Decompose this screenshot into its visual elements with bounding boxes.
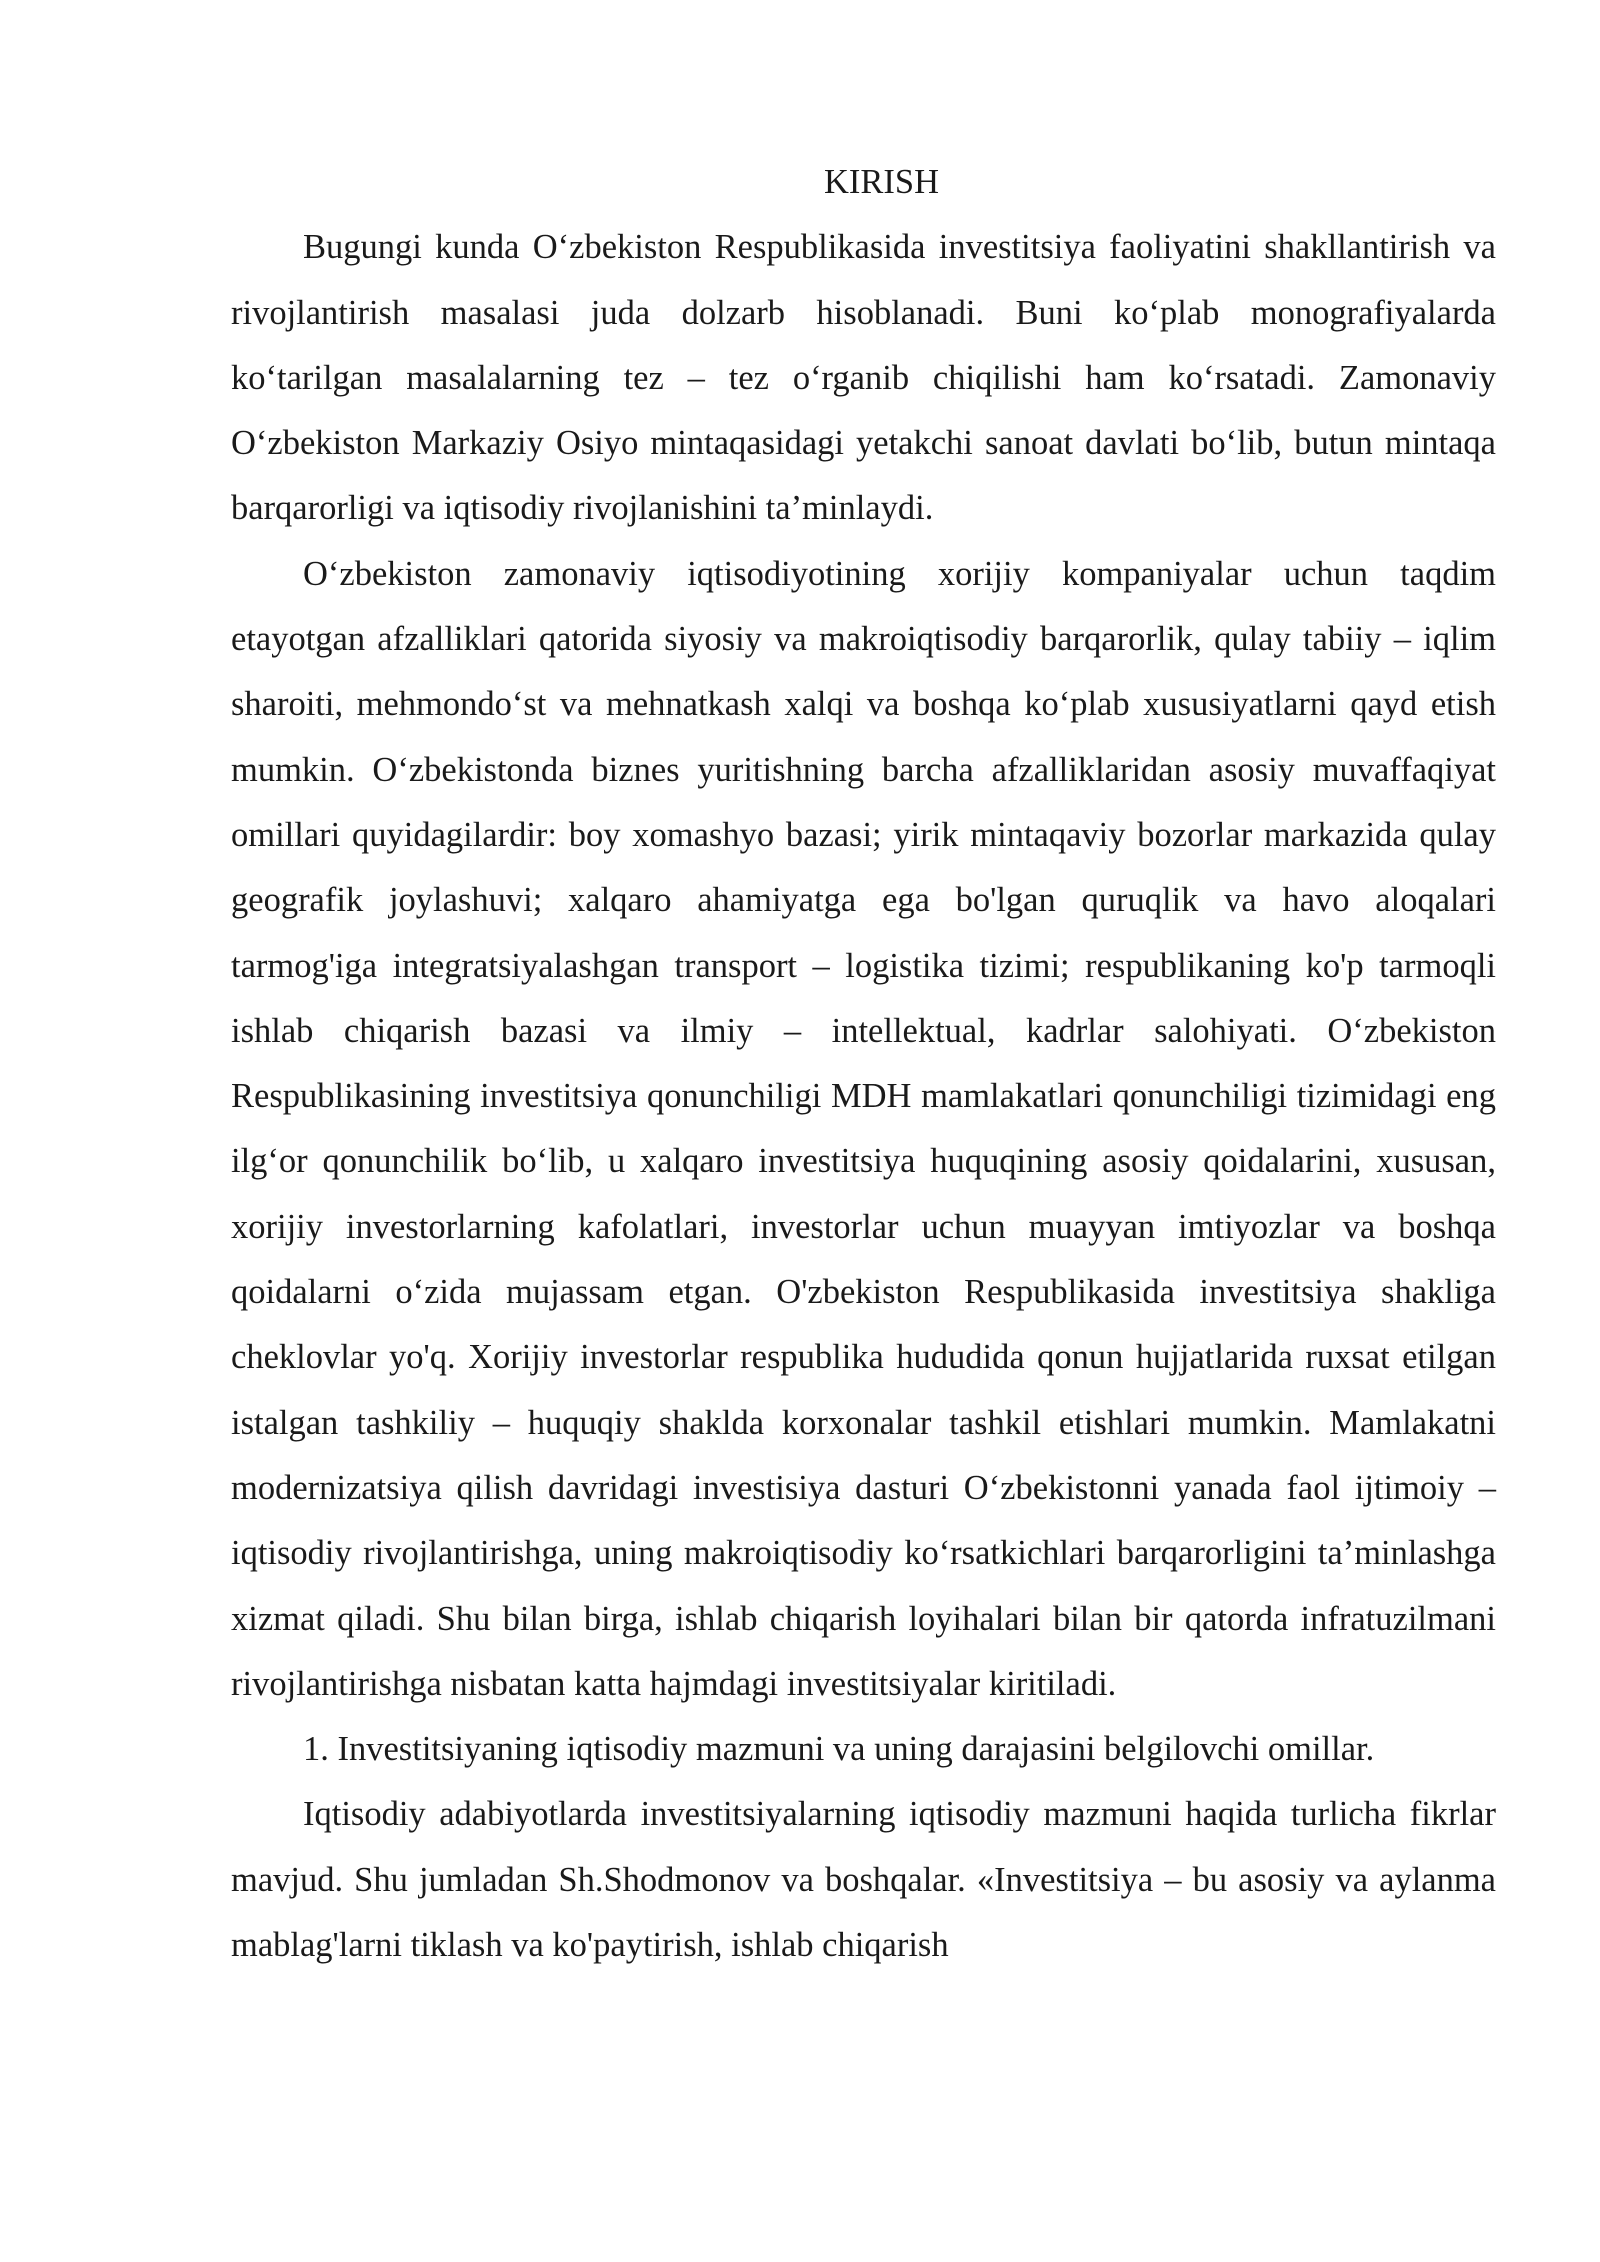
document-body (231, 150, 1496, 1978)
section-heading: 1. Investitsiyaning iqtisodiy mazmuni va uning darajasini belgilovchi omillar. (303, 1730, 1375, 1769)
document-title: KIRISH (823, 163, 939, 201)
paragraph-intro: Bugungi kunda O‘zbekiston Respublikasida investitsiya faoliyatini shakllantirish va rivojlantirish masalasi juda dolzarb hisoblanadi. Buni ko‘plab monografiyalarda ko‘tarilgan masalalarning tez – tez o‘rganib chiqilishi ham ko‘rsatadi. Zamonaviy O‘zbekiston Markaziy Osiyo mintaqasidagi yetakchi sanoat davlati bo‘lib, butun mintaqa barqarorligi va iqtisodiy rivojlanishini ta’minlaydi. (231, 228, 1496, 528)
paragraph-definitions: Iqtisodiy adabiyotlarda investitsiyalarning iqtisodiy mazmuni haqida turlicha fikrlar mavjud. Shu jumladan Sh.Shodmonov va boshqalar. «Investitsiya – bu asosiy va aylanma mablag'larni tiklash va ko'paytirish, ishlab chiqarish (231, 1795, 1496, 1965)
paragraph-advantages: O‘zbekiston zamonaviy iqtisodiyotining xorijiy kompaniyalar uchun taqdim etayotgan afzalliklari qatorida siyosiy va makroiqtisodiy barqarorlik, qulay tabiiy – iqlim sharoiti, mehmondo‘st va mehnatkash xalqi va boshqa ko‘plab xususiyatlarni qayd etish mumkin. O‘zbekistonda biznes yuritishning barcha afzalliklaridan asosiy muvaffaqiyat omillari quyidagilardir: boy xomashyo bazasi; yirik mintaqaviy bozorlar markazida qulay geografik joylashuvi; xalqaro ahamiyatga ega bo'lgan quruqlik va havo aloqalari tarmog'iga integratsiyalashgan transport – logistika tizimi; respublikaning ko'p tarmoqli ishlab chiqarish bazasi va ilmiy – intellektual, kadrlar salohiyati. O‘zbekiston Respublikasining investitsiya qonunchiligi MDH mamlakatlari qonunchiligi tizimidagi eng ilg‘or qonunchilik bo‘lib, u xalqaro investitsiya huquqining asosiy qoidalarini, xususan, xorijiy investorlarning kafolatlari, investorlar uchun muayyan imtiyozlar va boshqa qoidalarni o‘zida mujassam etgan. O'zbekiston Respublikasida investitsiya shakliga cheklovlar yo'q. Xorijiy investorlar respublika hududida qonun hujjatlarida ruxsat etilgan istalgan tashkiliy – huquqiy shaklda korxonalar tashkil etishlari mumkin. Mamlakatni modernizatsiya qilish davridagi investisiya dasturi O‘zbekistonni yanada faol ijtimoiy – iqtisodiy rivojlantirishga, uning makroiqtisodiy ko‘rsatkichlari barqarorligini ta’minlashga xizmat qiladi. Shu bilan birga, ishlab chiqarish loyihalari bilan bir qatorda infratuzilmani rivojlantirishga nisbatan katta hajmdagi investitsiyalar kiritiladi. (231, 554, 1496, 1703)
